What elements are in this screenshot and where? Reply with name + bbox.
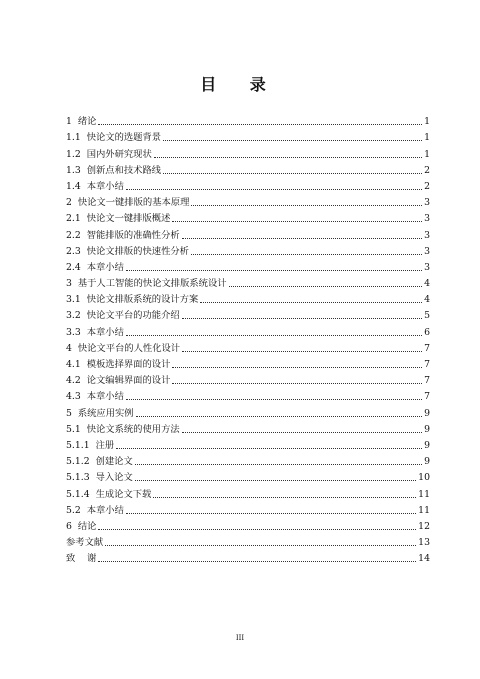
toc-entry-page: 2 xyxy=(424,180,430,192)
toc-entry-label: 5.1 快论文系统的使用方法 xyxy=(66,423,180,435)
toc-entry[interactable] xyxy=(66,435,430,451)
toc-leader-dots xyxy=(154,157,422,158)
toc-entry-page: 3 xyxy=(424,229,430,241)
toc-entry-label: 2.4 本章小结 xyxy=(66,261,124,273)
toc-entry-label: 3.3 本章小结 xyxy=(66,326,124,338)
toc-entry-label: 2 快论文一键排版的基本原理 xyxy=(66,197,190,209)
toc-entry-label: 2.2 智能排版的准确性分析 xyxy=(66,229,180,241)
toc-entry[interactable] xyxy=(66,257,430,273)
toc-entry-page: 7 xyxy=(424,391,430,403)
toc-entry-page: 3 xyxy=(424,213,430,225)
toc-entry[interactable] xyxy=(66,500,430,516)
toc-entry-page: 13 xyxy=(418,537,430,549)
toc-leader-dots xyxy=(98,529,416,530)
toc-leader-dots xyxy=(105,545,416,546)
toc-entry-label: 4 快论文平台的人性化设计 xyxy=(66,342,181,354)
toc-leader-dots xyxy=(126,189,422,190)
toc-entry-page: 9 xyxy=(424,423,430,435)
toc-leader-dots xyxy=(172,221,422,222)
toc-leader-dots xyxy=(153,497,416,498)
toc-entry-page: 11 xyxy=(418,488,430,500)
toc-entry[interactable] xyxy=(66,548,430,564)
toc-entry[interactable] xyxy=(66,176,430,192)
toc-entry-page: 6 xyxy=(424,326,430,338)
toc-entry-page: 1 xyxy=(424,148,430,160)
toc-entry[interactable] xyxy=(66,354,430,370)
toc-entry-label: 1 绪论 xyxy=(66,116,97,128)
toc-leader-dots xyxy=(126,513,416,514)
toc-entry[interactable] xyxy=(66,305,430,321)
toc-entry-label: 1.2 国内外研究现状 xyxy=(66,148,152,160)
toc-entry[interactable] xyxy=(66,483,430,499)
toc-entry[interactable] xyxy=(66,143,430,159)
toc-leader-dots xyxy=(126,399,422,400)
toc-entry[interactable] xyxy=(66,532,430,548)
toc-leader-dots xyxy=(229,286,423,287)
toc-entry-label: 致 谢 xyxy=(66,553,97,565)
toc-leader-dots xyxy=(163,173,422,174)
toc-entry[interactable] xyxy=(66,208,430,224)
toc-entry-page: 11 xyxy=(418,504,430,516)
toc-entry-label: 1.1 快论文的选题背景 xyxy=(66,132,162,144)
toc-entry-page: 4 xyxy=(424,294,430,306)
table-of-contents xyxy=(66,111,430,564)
toc-leader-dots xyxy=(126,335,422,336)
toc-leader-dots xyxy=(163,140,422,141)
toc-leader-dots xyxy=(136,416,422,417)
toc-entry-label: 5.1.1 注册 xyxy=(66,439,115,451)
toc-entry[interactable] xyxy=(66,338,430,354)
toc-leader-dots xyxy=(98,561,416,562)
toc-entry[interactable] xyxy=(66,451,430,467)
toc-entry-page: 7 xyxy=(424,375,430,387)
toc-entry-label: 1.4 本章小结 xyxy=(66,180,124,192)
page-title: 目 录 xyxy=(200,75,280,94)
toc-entry-label: 4.3 本章小结 xyxy=(66,391,124,403)
toc-leader-dots xyxy=(126,270,422,271)
toc-entry-label: 3.2 快论文平台的功能介绍 xyxy=(66,310,180,322)
toc-entry-page: 3 xyxy=(424,245,430,257)
toc-leader-dots xyxy=(172,383,422,384)
toc-entry[interactable] xyxy=(66,289,430,305)
toc-leader-dots xyxy=(172,367,422,368)
toc-entry-page: 12 xyxy=(418,520,430,532)
toc-entry[interactable] xyxy=(66,111,430,127)
toc-entry-label: 2.3 快论文排版的快速性分析 xyxy=(66,245,189,257)
toc-entry-page: 4 xyxy=(424,278,430,290)
toc-leader-dots xyxy=(135,480,416,481)
toc-leader-dots xyxy=(116,448,422,449)
toc-leader-dots xyxy=(182,351,422,352)
toc-entry-page: 7 xyxy=(424,359,430,370)
toc-entry[interactable] xyxy=(66,370,430,386)
toc-entry[interactable] xyxy=(66,386,430,402)
toc-entry[interactable] xyxy=(66,467,430,483)
toc-entry[interactable] xyxy=(66,516,430,532)
toc-leader-dots xyxy=(200,302,422,303)
toc-entry-label: 3.1 快论文排版系统的设计方案 xyxy=(66,294,199,306)
toc-leader-dots xyxy=(182,432,422,433)
toc-entry-page: 3 xyxy=(424,261,430,273)
toc-entry-page: 14 xyxy=(418,553,430,565)
toc-entry[interactable] xyxy=(66,127,430,143)
toc-leader-dots xyxy=(182,238,422,239)
toc-leader-dots xyxy=(98,124,422,125)
toc-entry[interactable] xyxy=(66,273,430,289)
toc-entry-page: 3 xyxy=(424,197,430,209)
toc-entry[interactable] xyxy=(66,192,430,208)
toc-entry-label: 4.1 模板选择界面的设计 xyxy=(66,359,171,370)
toc-entry-page: 9 xyxy=(424,439,430,451)
toc-entry[interactable] xyxy=(66,419,430,435)
toc-entry[interactable] xyxy=(66,402,430,418)
toc-entry[interactable] xyxy=(66,224,430,240)
toc-entry-label: 参考文献 xyxy=(66,537,104,549)
toc-entry-page: 1 xyxy=(424,132,430,144)
toc-entry-page: 2 xyxy=(424,164,430,176)
toc-entry-page: 7 xyxy=(424,342,430,354)
toc-entry-page: 10 xyxy=(418,472,430,484)
toc-entry[interactable] xyxy=(66,241,430,257)
toc-leader-dots xyxy=(135,464,422,465)
toc-entry-label: 5.1.4 生成论文下载 xyxy=(66,488,152,500)
toc-leader-dots xyxy=(182,318,422,319)
toc-entry-page: 1 xyxy=(424,116,430,128)
toc-entry-label: 5.1.3 导入论文 xyxy=(66,472,133,484)
toc-entry[interactable] xyxy=(66,321,430,337)
toc-entry-label: 6 结论 xyxy=(66,520,97,532)
toc-entry-label: 5.2 本章小结 xyxy=(66,504,124,516)
toc-entry-page: 5 xyxy=(424,310,430,322)
toc-entry-page: 9 xyxy=(424,407,430,419)
toc-entry-label: 1.3 创新点和技术路线 xyxy=(66,164,162,176)
toc-entry-page: 9 xyxy=(424,456,430,468)
toc-entry-label: 5.1.2 创建论文 xyxy=(66,456,133,468)
page-number: III xyxy=(235,634,245,642)
toc-entry-label: 5 系统应用实例 xyxy=(66,407,134,419)
toc-entry-label: 2.1 快论文一键排版概述 xyxy=(66,213,171,225)
toc-entry-label: 4.2 论文编辑界面的设计 xyxy=(66,375,171,387)
toc-leader-dots xyxy=(191,205,422,206)
toc-entry-label: 3 基于人工智能的快论文排版系统设计 xyxy=(66,278,227,290)
toc-entry[interactable] xyxy=(66,160,430,176)
toc-leader-dots xyxy=(191,254,422,255)
